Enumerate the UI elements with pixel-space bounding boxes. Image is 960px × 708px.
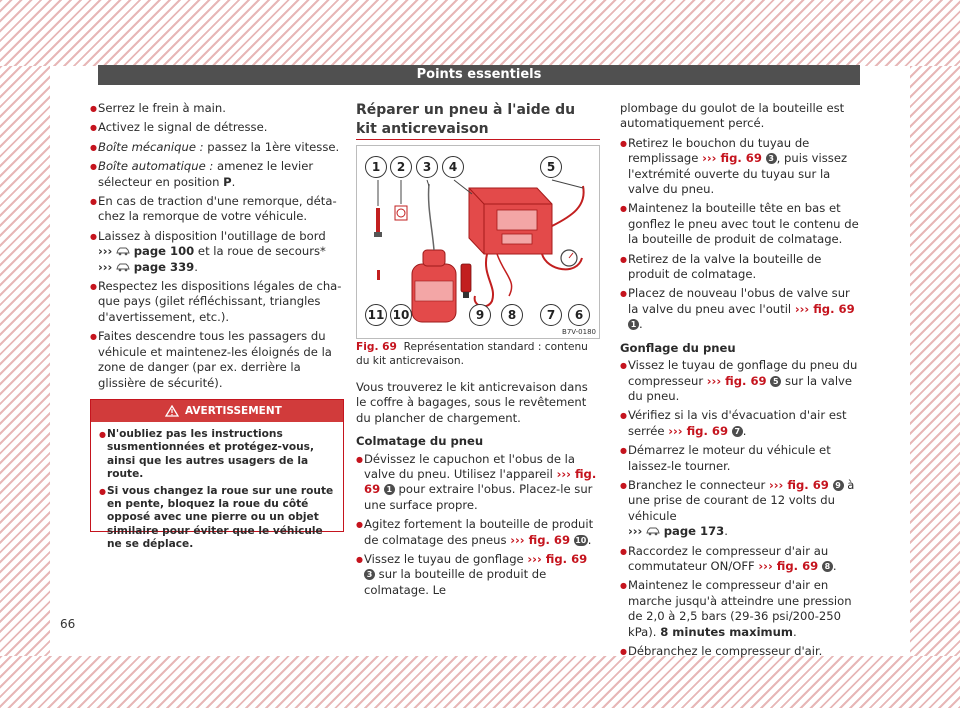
cross-ref-arrow: ››› <box>628 524 643 539</box>
column-right <box>620 101 862 663</box>
text: Agitez fortement la bouteille de produit de colmatage des pneus <box>364 517 594 547</box>
text: et la roue de secours* <box>194 244 326 259</box>
text: . <box>724 524 728 539</box>
text: Retirez le bouchon du tuyau de remplissage <box>628 135 810 166</box>
text: Laissez à disposition l'outillage de bord <box>98 228 326 243</box>
text: Vissez le tuyau de gonflage du pneu du compresseur <box>628 358 858 388</box>
text: Vérifiez si la vis d'évacuation d'air est serrée <box>628 408 847 438</box>
figure-callout: 3 <box>416 156 438 178</box>
text: . <box>587 532 592 547</box>
subheading: Gonflage du pneu <box>620 340 736 355</box>
text: . <box>194 259 198 274</box>
list-item: ● Débranchez le compresseur d'air. <box>620 644 862 659</box>
figure-callout: 6 <box>568 304 590 326</box>
section-header: Points essentiels <box>98 65 860 85</box>
cross-ref-arrow: ››› <box>98 244 113 259</box>
figure-link[interactable]: ››› fig. 69 <box>527 552 588 567</box>
list-item: ● N'oubliez pas les instructions susmentionnées et protégez-vous, ainsi que les autres usagers de la route. <box>99 428 335 482</box>
list-item: ● Respectez les dispositions légales de chaque pays (gilet réfléchissant, triangles d'avertissement, etc.). <box>90 279 342 325</box>
list-item <box>620 136 862 198</box>
figure-callout: 9 <box>469 304 491 326</box>
warning-box <box>90 399 344 551</box>
list-item: ● Faites descendre tous les passagers du véhicule et maintenez-les éloignés de la zone de danger (par ex. derrière la glissière de sécurité). <box>90 329 342 391</box>
list-item <box>620 286 862 332</box>
figure-callout: 10 <box>390 304 412 326</box>
hatched-border-top <box>0 0 960 66</box>
callout-number: 1 <box>628 319 639 330</box>
section-title: Réparer un pneu à l'aide du kit anticrevaison <box>356 102 576 137</box>
text: . <box>742 423 747 438</box>
figure-link[interactable]: ››› fig. 69 <box>702 151 762 166</box>
warning-body <box>99 428 335 555</box>
text: , puis vissez l'extrémité ouverte du tuyau sur la valve du pneu. <box>628 151 848 197</box>
bold-text: 8 minutes maximum <box>660 624 793 639</box>
figure-callout: 2 <box>390 156 412 178</box>
valve-tool <box>376 208 380 232</box>
subheading: Colmatage du pneu <box>356 434 484 449</box>
figure-link[interactable]: ››› fig. 69 <box>769 477 829 492</box>
cross-ref-arrow: ››› <box>98 259 113 274</box>
list-item: ● Serrez le frein à main. <box>90 101 342 116</box>
text: à une prise de courant de 12 volts du véhicule <box>628 477 855 523</box>
figure-callout: 11 <box>365 304 387 326</box>
text: Branchez le connecteur <box>628 477 769 492</box>
text: Raccordez le compresseur d'air au commutateur ON/OFF <box>628 543 829 573</box>
callout-number: 3 <box>766 153 777 164</box>
emphasis-text: Boîte mécanique : <box>98 139 204 154</box>
emphasis-text: Boîte automatique : <box>98 159 214 174</box>
figure-callout: 8 <box>501 304 523 326</box>
warning-header <box>91 400 343 422</box>
list-item <box>90 159 342 190</box>
power-plug <box>461 264 471 292</box>
text: Dévissez le capuchon et l'obus de la valve du pneu. Utilisez l'appareil <box>364 451 576 482</box>
figure-caption <box>356 341 600 368</box>
text: . <box>792 624 797 639</box>
text: passez la 1ère vitesse. <box>203 139 340 154</box>
text: . <box>832 558 837 573</box>
valve-core <box>377 270 380 280</box>
text: Placez de nouveau l'obus de valve sur la valve du pneu avec l'outil <box>628 286 850 316</box>
list-item <box>620 478 862 540</box>
figure-callout: 7 <box>540 304 562 326</box>
paragraph: Vous trouverez le kit anticrevaison dans le coffre à bagages, sous le revêtement du plancher de chargement. <box>356 380 588 425</box>
figure-callout: 1 <box>365 156 387 178</box>
hatched-border-left <box>0 66 50 656</box>
warning-title: AVERTISSEMENT <box>185 405 282 417</box>
column-middle <box>356 380 598 602</box>
figure-callout: 4 <box>442 156 464 178</box>
hatched-border-right <box>910 66 960 656</box>
text: . <box>639 317 643 332</box>
car-icon <box>116 246 130 256</box>
page-link[interactable]: page 100 <box>133 244 195 259</box>
text: . <box>231 174 236 189</box>
figure-link[interactable]: ››› fig. 69 <box>668 423 729 438</box>
text: Maintenez le compresseur d'air en marche jusqu'à atteindre une pression de 2,0 à 2,5 bars (29-36 psi/200-250 kPa). <box>628 578 852 639</box>
callout-number: 10 <box>575 535 587 545</box>
list-item: ● Démarrez le moteur du véhicule et laissez-le tourner. <box>620 443 862 474</box>
list-item: ● Si vous changez la roue sur une route en pente, bloquez la roue du côté opposé avec une pierre ou un objet similaire pour éviter que le véhicule ne se déplace. <box>99 485 335 552</box>
paragraph: plombage du goulot de la bouteille est automatiquement percé. <box>620 101 845 131</box>
warning-triangle-icon <box>165 405 179 417</box>
title-rule <box>356 139 600 140</box>
list-item: ● En cas de traction d'une remorque, détachez la remorque de votre véhicule. <box>90 194 342 225</box>
figure-link[interactable]: ››› fig. 69 <box>364 467 597 497</box>
figure-link[interactable]: ››› fig. 69 <box>794 301 855 316</box>
callout-number: 9 <box>833 480 844 491</box>
caption-text: Représentation standard : contenu du kit anticrevaison. <box>356 341 588 367</box>
list-item <box>356 517 598 548</box>
text: Vissez le tuyau de gonflage <box>364 552 528 567</box>
list-item: ● Retirez de la valve la bouteille de produit de colmatage. <box>620 252 862 283</box>
callout-number: 8 <box>822 561 833 572</box>
figure-code: B7V-0180 <box>562 328 596 336</box>
figure-link[interactable]: ››› fig. 69 <box>510 532 571 547</box>
text: pour extraire l'obus. Placez-le sur une surface propre. <box>364 482 593 512</box>
callout-number: 3 <box>364 569 375 580</box>
list-item <box>356 452 598 514</box>
callout-number: 5 <box>770 376 781 387</box>
list-item <box>90 140 342 155</box>
car-icon <box>646 526 660 536</box>
figure-repair-kit <box>356 145 600 339</box>
callout-number: 1 <box>384 484 395 495</box>
text: amenez le levier sélecteur en position <box>98 159 314 189</box>
list-item: ● Maintenez la bouteille tête en bas et gonflez le pneu avec tout le contenu de la bouteille de produit de colmatage. <box>620 201 862 247</box>
figure-link[interactable]: ››› fig. 69 <box>758 558 819 573</box>
list-item <box>90 229 342 275</box>
bold-text: P <box>223 174 232 189</box>
list-item <box>620 578 862 640</box>
column-left <box>90 101 342 395</box>
figure-callout: 5 <box>540 156 562 178</box>
page-number: 66 <box>60 617 76 631</box>
page-link[interactable]: page 339 <box>133 259 195 274</box>
list-item: ● Activez le signal de détresse. <box>90 120 342 135</box>
hatched-border-bottom <box>0 656 960 708</box>
callout-number: 7 <box>732 426 743 437</box>
text: sur la bouteille de produit de colmatage. Le <box>364 567 547 597</box>
page-link[interactable]: page 173 <box>663 524 725 539</box>
list-item <box>620 544 862 575</box>
caption-label: Fig. 69 <box>356 341 397 353</box>
list-item <box>620 408 862 439</box>
list-item <box>356 552 598 598</box>
text: sur la valve du pneu. <box>628 373 853 403</box>
list-item <box>620 358 862 404</box>
figure-link[interactable]: ››› fig. 69 <box>706 373 767 388</box>
car-icon <box>116 262 130 272</box>
